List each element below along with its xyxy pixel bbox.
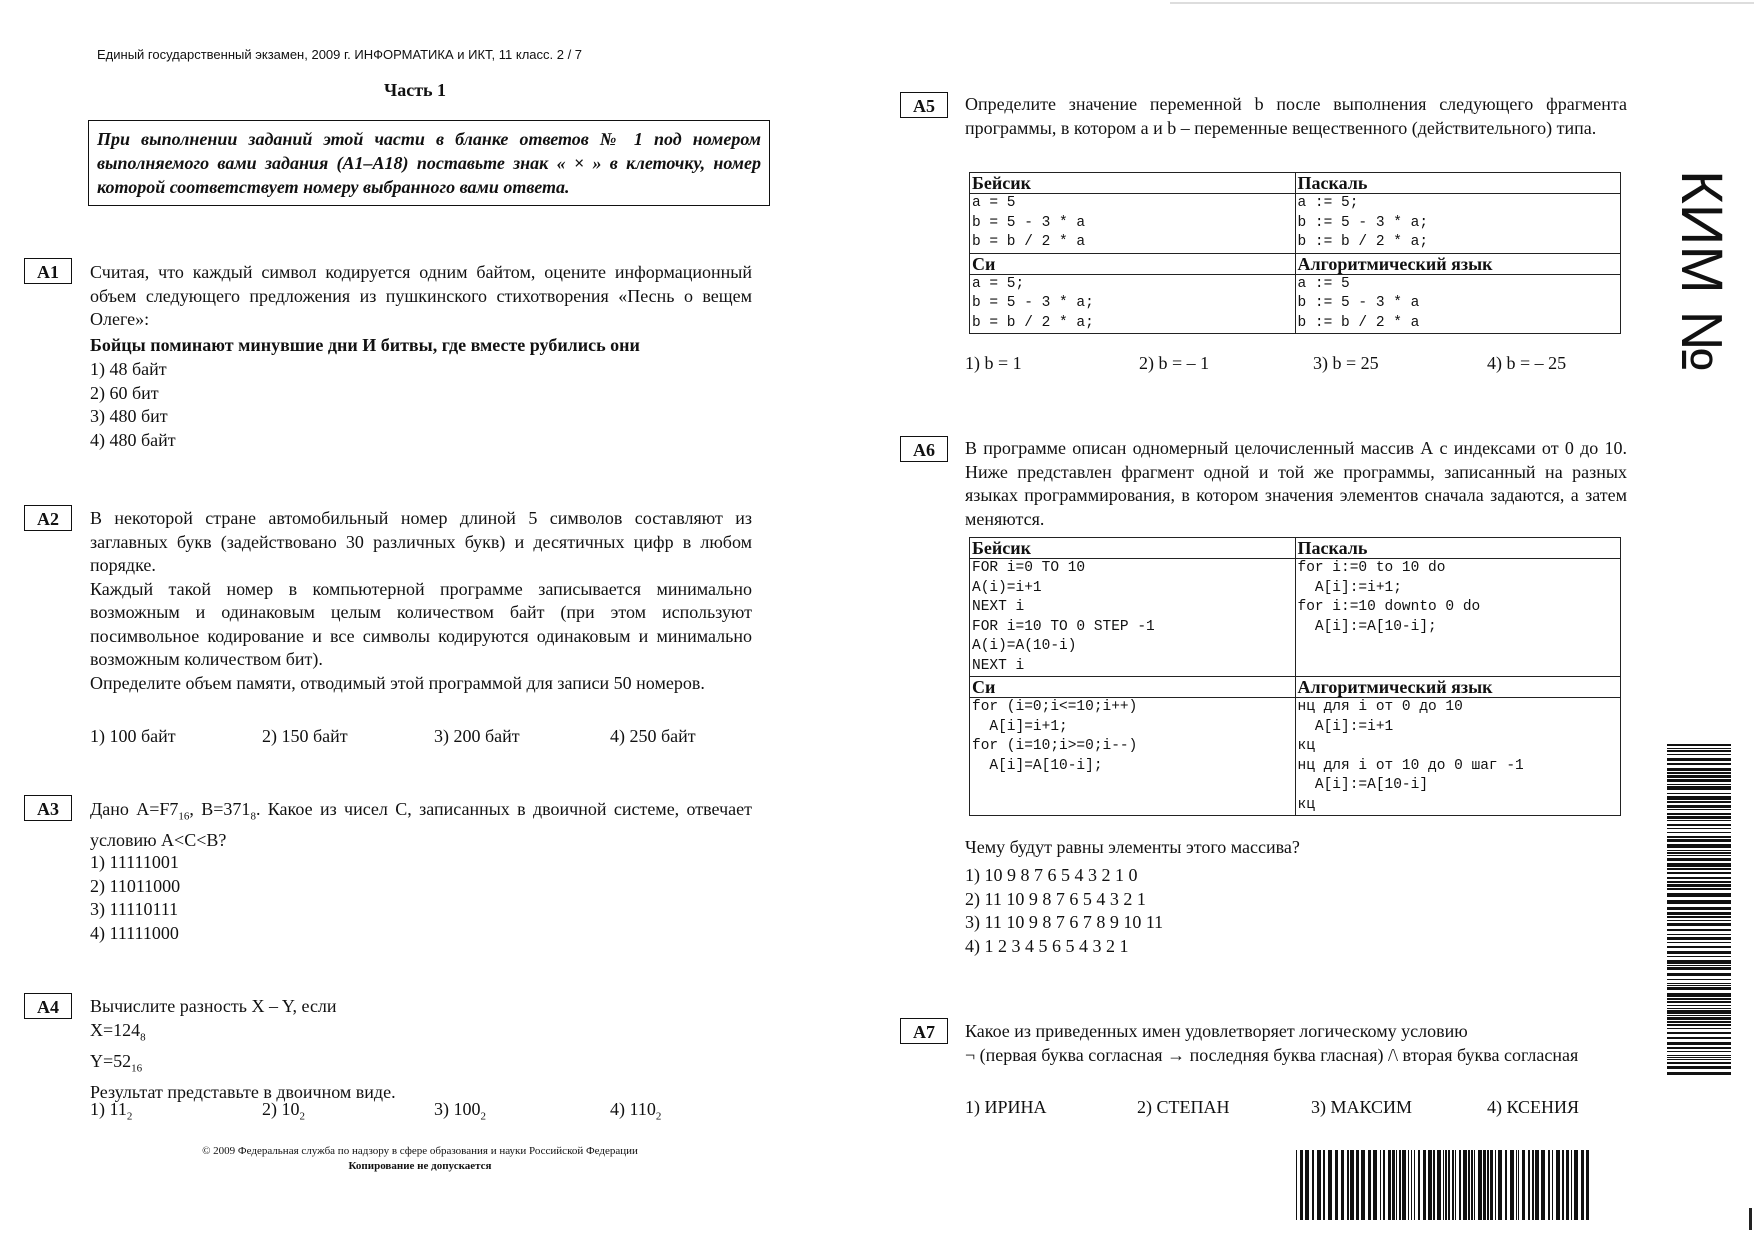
question-label-a5: А5 <box>900 92 948 118</box>
question-a7-line: ¬ (первая буква согласная → последняя буква гласная) /\ вторая буква согласная <box>965 1044 1579 1065</box>
code-table-a5 <box>969 172 1621 334</box>
question-a2 <box>90 507 752 695</box>
barcode-bar <box>1667 1015 1731 1016</box>
barcode-bar <box>1667 881 1731 883</box>
barcode-bar <box>1667 748 1731 749</box>
option: 1) 100 байт <box>90 726 176 746</box>
barcode-bar <box>1667 750 1731 752</box>
barcode-bar <box>1317 1150 1321 1220</box>
barcode-bar <box>1535 1150 1539 1220</box>
barcode-bar <box>1667 983 1731 984</box>
text: Дано А=F7 <box>90 799 179 819</box>
barcode-bar <box>1528 1150 1530 1220</box>
barcode-bar <box>1586 1150 1589 1220</box>
scan-mark <box>1749 1208 1752 1230</box>
subscript: 2 <box>126 1110 133 1123</box>
barcode-bar <box>1341 1150 1344 1220</box>
option: 1) 11111001 <box>90 852 179 872</box>
barcode-bar <box>1455 1150 1456 1220</box>
barcode-bar <box>1667 985 1731 986</box>
code-alg <box>1295 274 1621 334</box>
barcode-bar <box>1423 1150 1426 1220</box>
question-a3 <box>90 798 752 853</box>
barcode-bar <box>1323 1150 1325 1220</box>
barcode-bar <box>1483 1150 1486 1220</box>
part-title: Часть 1 <box>384 80 447 100</box>
text: 2) 10 <box>262 1099 300 1119</box>
question-a7 <box>965 1020 1627 1067</box>
barcode-bar <box>1667 877 1731 879</box>
barcode-bar <box>1463 1150 1467 1220</box>
question-a4 <box>90 995 752 1104</box>
option: 4) 250 байт <box>610 726 696 746</box>
barcode-bar <box>1667 772 1731 774</box>
option: 1) 48 байт <box>90 359 167 379</box>
barcode-bar <box>1548 1150 1550 1220</box>
barcode-bar <box>1667 805 1731 808</box>
barcode-bar <box>1411 1150 1412 1220</box>
text: 4) 110 <box>610 1099 656 1119</box>
barcode-bar <box>1667 784 1731 785</box>
barcode-bar <box>1667 836 1731 838</box>
barcode-bar <box>1328 1150 1332 1220</box>
barcode-bar <box>1667 1072 1731 1075</box>
copyright-footer <box>120 1144 720 1174</box>
question-a4-y <box>90 1050 752 1081</box>
barcode-bar <box>1571 1150 1572 1220</box>
code-c <box>970 698 1296 816</box>
barcode-bar <box>1667 855 1731 856</box>
barcode-bar <box>1667 832 1731 833</box>
code-block: for (i=0;i<=10;i++) A[i]=i+1; for (i=10;i>=0;i--) A[i]=A[10-i]; <box>972 699 1138 774</box>
barcode-bar <box>1667 929 1731 931</box>
barcode-bar <box>1541 1150 1545 1220</box>
barcode-bar <box>1373 1150 1377 1220</box>
question-a4-line: Вычислите разность X – Y, если <box>90 996 337 1016</box>
options-a4 <box>90 1099 661 1123</box>
barcode-bar <box>1667 801 1731 803</box>
option: 4) b = – 25 <box>1487 353 1567 373</box>
barcode-bar <box>1667 1017 1731 1020</box>
barcode-bar <box>1516 1150 1517 1220</box>
option: 4) КСЕНИЯ <box>1487 1097 1580 1117</box>
subscript: 2 <box>299 1110 305 1123</box>
barcode-bar <box>1566 1150 1569 1220</box>
option: 4) 1 2 3 4 5 6 5 4 3 2 1 <box>965 935 1129 956</box>
code-cell-basic <box>970 173 1296 194</box>
barcode-bar <box>1667 993 1731 997</box>
code-c <box>970 274 1296 334</box>
question-label-a1: А1 <box>24 258 72 284</box>
subscript: 2 <box>480 1110 486 1123</box>
barcode-bar <box>1478 1150 1482 1220</box>
barcode-bar <box>1667 1024 1731 1026</box>
code-cell-alg <box>1295 253 1621 274</box>
footer-line: Копирование не допускается <box>348 1160 492 1172</box>
kim-number-label: КИМ № <box>1669 170 1734 373</box>
barcode-bar <box>1522 1150 1525 1220</box>
barcode-bar <box>1667 744 1731 746</box>
barcode-bar <box>1667 824 1731 826</box>
code-pascal <box>1295 194 1621 254</box>
barcode-bar <box>1667 965 1731 966</box>
barcode-bar <box>1474 1150 1475 1220</box>
option: 4) 11111000 <box>90 922 179 943</box>
barcode-bar <box>1667 793 1731 794</box>
option: 2) b = – 1 <box>1139 353 1210 373</box>
barcode-bar <box>1361 1150 1365 1220</box>
barcode-bar <box>1335 1150 1338 1220</box>
barcode-bar <box>1667 1057 1731 1058</box>
options-a2 <box>90 726 696 747</box>
barcode-bar <box>1667 1055 1731 1056</box>
barcode-bar <box>1667 1066 1731 1069</box>
question-a1-text: Считая, что каждый символ кодируется одним байтом, оцените информационный объем следующего предложения из пушкинского стихотворения «Песнь о вещем Олеге»: <box>90 262 752 329</box>
question-label-a6: А6 <box>900 436 948 462</box>
code-basic <box>970 559 1296 677</box>
option: 3) 200 байт <box>434 726 520 746</box>
barcode-bar <box>1452 1150 1454 1220</box>
barcode-bar <box>1383 1150 1385 1220</box>
barcode-bar <box>1667 816 1731 819</box>
barcode-bar <box>1448 1150 1450 1220</box>
barcode-bar <box>1368 1150 1371 1220</box>
barcode-bar <box>1552 1150 1553 1220</box>
text: . Какое из чисел С, записанных в двоичной системе, отвечает условию А<C<B? <box>90 799 752 851</box>
code-block: нц для i от 0 до 10 A[i]:=i+1 кц нц для i от 10 до 0 шаг -1 A[i]:=A[10-i] кц <box>1297 699 1524 813</box>
barcode-bar <box>1667 937 1731 940</box>
barcode-bar <box>1667 1047 1731 1049</box>
barcode-bar <box>1399 1150 1401 1220</box>
scan-edge-line <box>1170 2 1754 4</box>
barcode-bar <box>1667 786 1731 790</box>
barcode-bar <box>1667 967 1731 970</box>
code-cell-alg <box>1295 677 1621 698</box>
question-a7-line: Какое из приведенных имен удовлетворяет логическому условию <box>965 1021 1468 1041</box>
barcode-bar <box>1667 754 1731 755</box>
barcode-bar <box>1667 942 1731 943</box>
barcode-bar <box>1667 1062 1731 1064</box>
question-a6-prompt: Чему будут равны элементы этого массива? <box>965 837 1300 857</box>
text: X=124 <box>90 1019 141 1040</box>
option: 2) 60 бит <box>90 382 159 403</box>
barcode-bar <box>1498 1150 1502 1220</box>
barcode-bar <box>1468 1150 1470 1220</box>
barcode-bar <box>1667 839 1731 842</box>
text: 1) 11 <box>90 1099 127 1119</box>
code-header: Алгоритмический язык <box>1297 677 1493 697</box>
barcode-bar <box>1667 998 1731 1000</box>
option: 2) 11011000 <box>90 875 181 896</box>
barcode-bar <box>1562 1150 1564 1220</box>
code-header: Паскаль <box>1297 538 1368 558</box>
question-a1 <box>90 261 752 357</box>
barcode-bar <box>1667 763 1731 765</box>
barcode-bar <box>1667 1010 1731 1014</box>
code-header: Си <box>972 253 996 274</box>
barcode-bar <box>1437 1150 1441 1220</box>
question-label-a2: А2 <box>24 505 72 531</box>
subscript: 8 <box>140 1031 146 1044</box>
option: 3) 11110111 <box>90 899 179 919</box>
barcode-bar <box>1408 1150 1409 1220</box>
barcode-bar <box>1667 1032 1731 1034</box>
code-cell-pascal <box>1295 538 1621 559</box>
page-header: Единый государственный экзамен, 2009 г. ИНФОРМАТИКА и ИКТ, 11 класс. 2 / 7 <box>97 47 583 62</box>
barcode-bar <box>1443 1150 1444 1220</box>
barcode-bar <box>1532 1150 1534 1220</box>
option: 3) 480 бит <box>90 406 168 426</box>
code-cell-c <box>970 253 1296 274</box>
barcode-bar <box>1574 1150 1578 1220</box>
code-header: Бейсик <box>972 173 1031 193</box>
barcode-bar <box>1667 884 1731 887</box>
options-a1 <box>90 358 176 452</box>
barcode-bar <box>1505 1150 1507 1220</box>
barcode-bar <box>1380 1150 1381 1220</box>
code-header: Си <box>972 677 996 697</box>
question-a1-quote: Бойцы поминают минувшие дни И битвы, где вместе рубились они <box>90 334 640 355</box>
subscript: 2 <box>655 1110 662 1123</box>
barcode-bar <box>1667 850 1731 851</box>
code-block: FOR i=0 TO 10 A(i)=i+1 NEXT i FOR i=10 TO 0 STEP -1 A(i)=A(10-i) NEXT i <box>972 560 1155 674</box>
barcode-bar <box>1667 1005 1731 1006</box>
barcode-bar <box>1667 779 1731 782</box>
option <box>90 1099 262 1123</box>
code-block: for i:=0 to 10 do A[i]:=i+1; for i:=10 downto 0 do A[i]:=A[10-i]; <box>1297 560 1481 635</box>
barcode-bar <box>1312 1150 1314 1220</box>
code-table-a6 <box>969 537 1621 816</box>
option: 4) 480 байт <box>90 429 176 450</box>
barcode-bar <box>1667 1059 1731 1060</box>
barcode-bar <box>1667 820 1731 821</box>
barcode-bar <box>1300 1150 1303 1220</box>
option: 2) 150 байт <box>262 726 348 746</box>
option: 3) b = 25 <box>1313 353 1379 373</box>
barcode-bar <box>1459 1150 1461 1220</box>
barcode-bar <box>1414 1150 1415 1220</box>
barcode-bar <box>1388 1150 1391 1220</box>
option: 1) ИРИНА <box>965 1097 1047 1117</box>
barcode-bar <box>1418 1150 1420 1220</box>
barcode-bar <box>1667 868 1731 870</box>
option: 1) 10 9 8 7 6 5 4 3 2 1 0 <box>965 865 1138 885</box>
question-label-a7: А7 <box>900 1018 948 1044</box>
barcode-bar <box>1433 1150 1435 1220</box>
barcode-bar <box>1667 809 1731 810</box>
barcode-bar <box>1510 1150 1514 1220</box>
code-header: Алгоритмический язык <box>1297 253 1493 274</box>
barcode-bar <box>1487 1150 1489 1220</box>
barcode-bar <box>1667 863 1731 867</box>
subscript: 8 <box>250 810 256 823</box>
barcode-bar <box>1667 872 1731 874</box>
code-block: a := 5 b := 5 - 3 * a b := b / 2 * a <box>1297 275 1420 331</box>
barcode-bar <box>1667 1051 1731 1052</box>
horizontal-barcode <box>1296 1150 1592 1220</box>
barcode-bar <box>1296 1150 1297 1220</box>
question-label-a3: А3 <box>24 795 72 821</box>
option: 3) 11 10 9 8 7 6 7 8 9 10 11 <box>965 912 1164 932</box>
options-a6 <box>965 864 1163 958</box>
options-a5 <box>965 353 1566 374</box>
barcode-bar <box>1667 893 1731 897</box>
question-a2-p3: Определите объем памяти, отводимый этой программой для записи 50 номеров. <box>90 672 705 693</box>
options-a3 <box>90 851 180 945</box>
barcode-bar <box>1667 1021 1731 1023</box>
vertical-barcode <box>1667 744 1731 1080</box>
barcode-bar <box>1667 920 1731 921</box>
barcode-bar <box>1495 1150 1496 1220</box>
subscript: 16 <box>131 1062 143 1075</box>
code-block: a = 5 b = 5 - 3 * a b = b / 2 * a <box>972 195 1086 250</box>
barcode-bar <box>1667 844 1731 848</box>
barcode-bar <box>1667 1001 1731 1003</box>
code-cell-pascal <box>1295 173 1621 194</box>
barcode-bar <box>1667 960 1731 964</box>
text: Y=52 <box>90 1050 132 1071</box>
barcode-bar <box>1471 1150 1473 1220</box>
barcode-bar <box>1667 973 1731 976</box>
text: 3) 100 <box>434 1099 481 1119</box>
barcode-bar <box>1556 1150 1560 1220</box>
barcode-bar <box>1667 758 1731 761</box>
barcode-bar <box>1402 1150 1406 1220</box>
barcode-bar <box>1667 987 1731 990</box>
question-label-a4: А4 <box>24 993 72 1019</box>
barcode-bar <box>1667 775 1731 778</box>
code-alg <box>1295 698 1621 816</box>
subscript: 16 <box>178 810 190 823</box>
barcode-bar <box>1581 1150 1584 1220</box>
code-basic <box>970 194 1296 254</box>
barcode-bar <box>1667 934 1731 935</box>
question-a2-p2: Каждый такой номер в компьютерной программе записывается минимально возможным и одинаковым целым количеством байт (при этом используют посимвольное кодирование и все символы кодируются одинаковым и минимально возможным количеством бит). <box>90 578 752 669</box>
barcode-bar <box>1667 946 1731 948</box>
question-a5: Определите значение переменной b после выполнения следующего фрагмента программы, в котором a и b – переменные вещественного (действительного) типа. <box>965 94 1627 138</box>
question-a6: В программе описан одномерный целочисленный массив А с индексами от 0 до 10. Ниже представлен фрагмент одной и той же программы, записанный на разных языках программирования, в котором значения элементов сначала задаются, а затем меняются. <box>965 438 1627 529</box>
code-cell-c <box>970 677 1296 698</box>
barcode-bar <box>1356 1150 1359 1220</box>
barcode-bar <box>1667 1037 1731 1039</box>
code-pascal <box>1295 559 1621 677</box>
barcode-bar <box>1490 1150 1493 1220</box>
barcode-bar <box>1396 1150 1397 1220</box>
barcode-bar <box>1667 916 1731 918</box>
barcode-bar <box>1667 956 1731 957</box>
instructions-box: При выполнении заданий этой части в бланке ответов № 1 под номером выполняемого вами задания (А1–А18) поставьте знак « × » в клеточку, номер которой соответствует номеру выбранного вами ответа. <box>88 120 770 206</box>
code-cell-basic <box>970 538 1296 559</box>
barcode-bar <box>1667 1028 1731 1029</box>
code-header: Бейсик <box>972 538 1031 558</box>
option: 1) b = 1 <box>965 353 1022 373</box>
barcode-bar <box>1667 813 1731 815</box>
barcode-bar <box>1667 888 1731 890</box>
barcode-bar <box>1518 1150 1519 1220</box>
barcode-bar <box>1667 796 1731 800</box>
barcode-bar <box>1667 923 1731 926</box>
barcode-bar <box>1667 858 1731 861</box>
question-a2-p1: В некоторой стране автомобильный номер длиной 5 символов составляют из заглавных букв (задействовано 30 различных букв) и десятичных цифр в любом порядке. <box>90 508 752 575</box>
barcode-bar <box>1667 768 1731 771</box>
barcode-bar <box>1445 1150 1447 1220</box>
footer-line: © 2009 Федеральная служба по надзору в сфере образования и науки Российской Федерации <box>202 1145 638 1157</box>
option: 2) 11 10 9 8 7 6 5 4 3 2 1 <box>965 888 1146 909</box>
text: , В=371 <box>189 799 251 819</box>
barcode-bar <box>1667 852 1731 854</box>
barcode-bar <box>1667 979 1731 980</box>
barcode-bar <box>1667 907 1731 910</box>
question-a4-line: Результат представьте в двоичном виде. <box>90 1081 396 1102</box>
barcode-bar <box>1428 1150 1432 1220</box>
option <box>610 1099 661 1123</box>
barcode-bar <box>1667 1008 1731 1009</box>
code-block: a = 5; b = 5 - 3 * a; b = b / 2 * a; <box>972 275 1094 331</box>
barcode-bar <box>1392 1150 1395 1220</box>
barcode-bar <box>1667 951 1731 954</box>
option: 3) МАКСИМ <box>1311 1097 1413 1117</box>
barcode-bar <box>1347 1150 1349 1220</box>
option <box>262 1099 434 1123</box>
barcode-bar <box>1305 1150 1309 1220</box>
barcode-bar <box>1667 912 1731 915</box>
option: 2) СТЕПАН <box>1137 1097 1230 1117</box>
option <box>434 1099 610 1123</box>
barcode-bar <box>1667 900 1731 904</box>
code-block: a := 5; b := 5 - 3 * a; b := b / 2 * a; <box>1297 195 1429 250</box>
question-a4-x <box>90 1019 752 1050</box>
barcode-bar <box>1350 1150 1354 1220</box>
code-header: Паскаль <box>1297 173 1368 193</box>
barcode-bar <box>1667 1042 1731 1045</box>
barcode-bar <box>1667 828 1731 829</box>
options-a7 <box>965 1097 1579 1118</box>
